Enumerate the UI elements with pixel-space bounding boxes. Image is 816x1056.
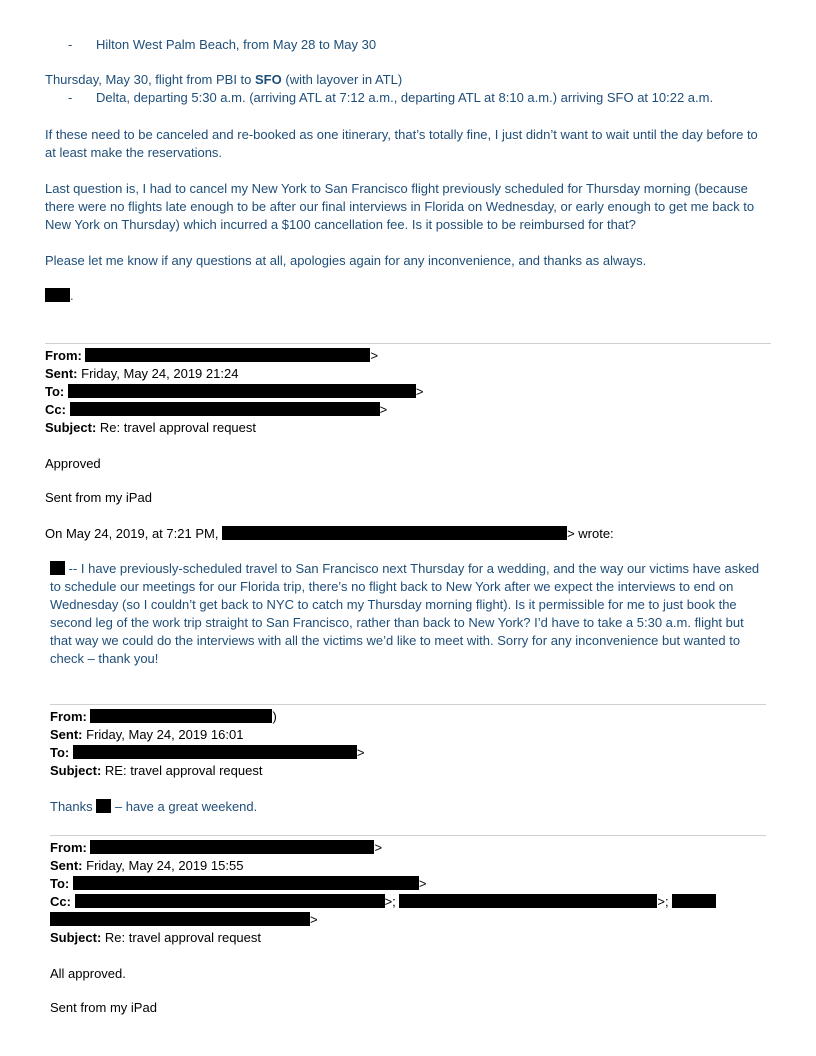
subject-value: RE: travel approval request <box>104 763 263 778</box>
flight-destination: SFO <box>255 72 282 87</box>
subject-label: Subject: <box>50 763 102 778</box>
body-suffix: – have a great weekend. <box>111 799 258 814</box>
redacted-recipient <box>73 876 419 890</box>
divider <box>45 343 771 344</box>
email1-from <box>45 348 378 364</box>
from-label: From: <box>50 840 87 855</box>
separator-glyph: >; <box>657 894 669 909</box>
from-label: From: <box>45 348 82 363</box>
signature-period: . <box>70 288 74 303</box>
gt-glyph: > <box>370 348 379 363</box>
gt-glyph: > <box>379 402 388 417</box>
email1-sent <box>45 366 238 382</box>
divider <box>50 835 766 836</box>
gt-glyph: > <box>310 912 318 927</box>
list-dash: - <box>68 37 73 52</box>
email2-to <box>50 745 364 761</box>
email3-sent <box>50 858 243 874</box>
redacted-cc-3 <box>672 894 716 908</box>
redacted-cc-4 <box>50 912 310 926</box>
redacted-cc-2 <box>399 894 657 908</box>
email3-subject <box>50 930 261 946</box>
sent-label: Sent: <box>50 858 83 873</box>
gt-glyph: > <box>415 384 424 399</box>
email2-body <box>50 799 257 815</box>
flight-heading-suffix: (with layover in ATL) <box>281 72 403 87</box>
divider <box>50 704 766 705</box>
email1-to <box>45 384 423 400</box>
quote-attribution <box>45 526 614 542</box>
body-prefix: Thanks <box>50 799 93 814</box>
rebook-paragraph: If these need to be canceled and re-booked as one itinerary, that’s totally fine, I just didn’t want to wait until the day before to at least make the reservations. <box>45 127 758 160</box>
email3-cc-continued <box>50 912 318 928</box>
quoted-message <box>50 560 766 668</box>
gt-glyph: > <box>356 745 365 760</box>
refund-paragraph: Last question is, I had to cancel my New York to San Francisco flight previously scheduled for Thursday morning (because there were no flights late enough to be after our final interviews in Florida on Wednesday, or early enough to get me back to New York on Thursday) which incurred a $100 cancellation fee. Is it possible to be reimbursed for that? <box>45 181 755 232</box>
redacted-cc <box>70 402 380 416</box>
redacted-recipient <box>73 745 357 759</box>
redacted-sender <box>90 840 374 854</box>
redacted-sender <box>90 709 272 723</box>
redacted-cc-1 <box>75 894 385 908</box>
email2-sent <box>50 727 243 743</box>
email3-signature: Sent from my iPad <box>50 1000 157 1015</box>
closing-paragraph: Please let me know if any questions at all, apologies again for any inconvenience, and thanks as always. <box>45 253 647 268</box>
cc-label: Cc: <box>45 402 66 417</box>
flight-heading-prefix: Thursday, May 30, flight from PBI to <box>45 72 256 87</box>
redacted-sender <box>85 348 370 362</box>
email2-subject <box>50 763 262 779</box>
list-dash: - <box>68 90 73 105</box>
to-label: To: <box>50 876 70 891</box>
to-label: To: <box>50 745 70 760</box>
gt-glyph: > <box>374 840 383 855</box>
quoted-body: -- I have previously-scheduled travel to San Francisco next Thursday for a wedding, and the way our victims have asked to schedule our meetings for our Florida trip, there’s no flight back to New York after we expect the interviews to end on Wednesday (so I couldn’t get back to NYC to catch my Thursday morning flight). Is it permissible for me to just book the second leg of the work trip straight to San Francisco, rather than back to New York? I’d have to take a 5:30 a.m. flight but that way we could do the interviews with all the victims we’d like to meet with. Sorry for any inconvenience but wanted to check – thank you! <box>50 561 760 666</box>
quote-suffix: > wrote: <box>567 526 614 541</box>
redacted-signature <box>45 288 70 302</box>
hotel-text: Hilton West Palm Beach, from May 28 to May 30 <box>96 37 377 52</box>
subject-value: Re: travel approval request <box>99 420 257 435</box>
email3-cc <box>50 894 716 910</box>
subject-value: Re: travel approval request <box>104 930 262 945</box>
sent-label: Sent: <box>50 727 83 742</box>
email3-to <box>50 876 426 892</box>
email3-body: All approved. <box>50 966 126 981</box>
separator-glyph: >; <box>384 894 396 909</box>
flight-detail-text: Delta, departing 5:30 a.m. (arriving ATL at 7:12 a.m., departing ATL at 8:10 a.m.) arriving SFO at 10:22 a.m. <box>96 90 714 105</box>
sent-value: Friday, May 24, 2019 15:55 <box>86 858 244 873</box>
subject-label: Subject: <box>50 930 102 945</box>
flight-heading <box>45 72 402 88</box>
email1-subject <box>45 420 256 436</box>
flight-detail-item <box>68 90 713 106</box>
email1-cc <box>45 402 387 418</box>
sent-value: Friday, May 24, 2019 16:01 <box>86 727 244 742</box>
paren-glyph: ) <box>272 709 277 724</box>
subject-label: Subject: <box>45 420 97 435</box>
email1-body: Approved <box>45 456 101 471</box>
hotel-list-item <box>68 37 376 53</box>
redacted-recipient <box>68 384 416 398</box>
quote-prefix: On May 24, 2019, at 7:21 PM, <box>45 526 219 541</box>
signature-line <box>45 288 74 304</box>
from-label: From: <box>50 709 87 724</box>
to-label: To: <box>45 384 65 399</box>
gt-glyph: > <box>418 876 427 891</box>
redacted-addressee <box>50 561 65 575</box>
redacted-quoted-sender <box>222 526 567 540</box>
redacted-name <box>96 799 111 813</box>
sent-value: Friday, May 24, 2019 21:24 <box>81 366 239 381</box>
email1-signature: Sent from my iPad <box>45 490 152 505</box>
email3-from <box>50 840 382 856</box>
sent-label: Sent: <box>45 366 78 381</box>
email2-from <box>50 709 277 725</box>
cc-label: Cc: <box>50 894 71 909</box>
